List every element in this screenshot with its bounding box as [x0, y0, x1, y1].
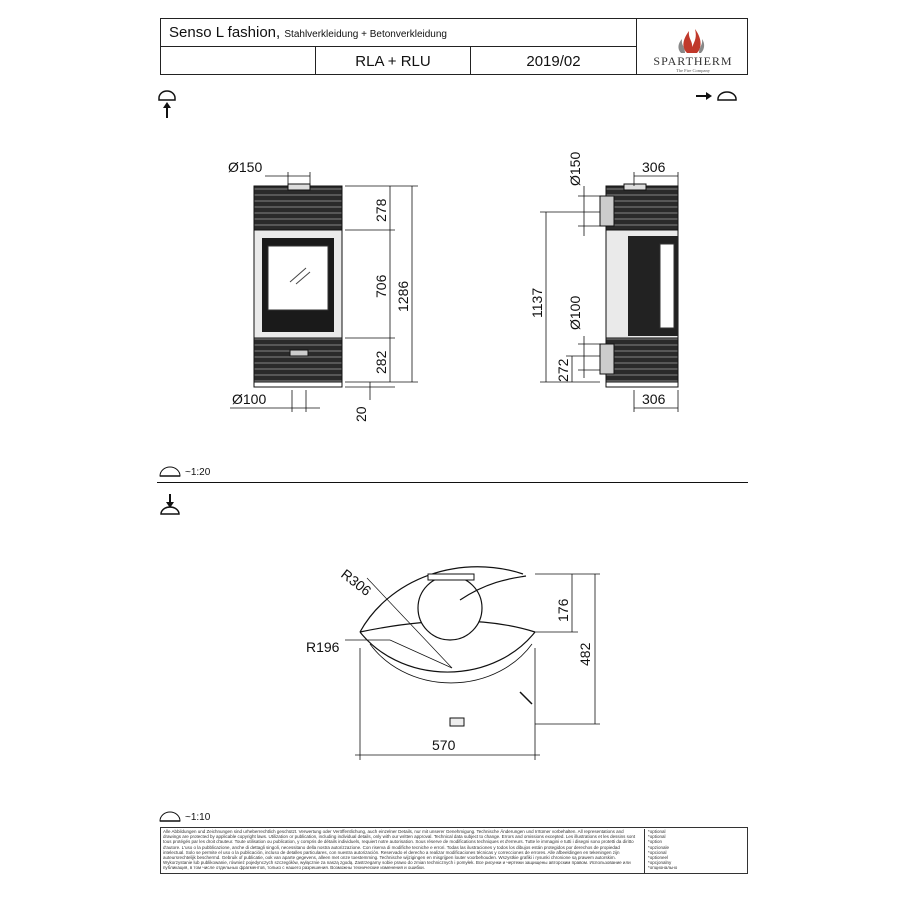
side-depth-top: 306: [642, 159, 666, 175]
front-view: [254, 184, 342, 387]
side-flue-height: 1137: [529, 287, 545, 318]
plan-width: 570: [432, 737, 456, 753]
scale-icon: [158, 464, 182, 478]
product-name: Senso L fashion,: [169, 24, 281, 41]
side-view: [600, 184, 678, 387]
plan-view: [345, 567, 535, 726]
optional-label: *opzionale: [648, 844, 670, 850]
side-air-diameter: Ø100: [567, 295, 583, 330]
scale-label-1: ~1:20: [185, 467, 211, 478]
front-dim-base: 20: [353, 406, 369, 422]
model-code: RLA + RLU: [316, 47, 471, 75]
product-variant: Stahlverkleidung + Betonverkleidung: [284, 29, 447, 40]
front-dim-door: 706: [373, 274, 389, 298]
legal-text: Alle Abbildungen und Zeichnungen sind urheberrechtlich geschützt. Verwertung oder Veröffentlichung, auch einzelner Details, nur mit unserer Genehmigung. Technische Änderungen und Irrtümer vorbehalten. All representations and drawings are protected by applicable copyright laws. Utilization or publication, including individual details, only with our written approval. Technical data subject to change. Errors and omissions excepted. Les illustrations et les dessins sont tous protégés par les droit d'auteur. Toute utilisation ou publication, y compris de détails individuels, requiert notre autorisation. Sous réserve de modifications techniques et d'erreurs. Tutte le immagini e tutti i disegni sono protetti da diritto d'autore. L'uso o la pubblicazione, anche di dettagli singoli, necessitano della nostra autorizzazione. Con riserva di modifiche tecniche e errori. Todas las ilustraciones y todos los dibujos están protegidos por derechos de propiedad intelectual. Solo se permite el uso o la publicación, incluso de detalles particulares, con nuestra autorización. Reservado el derecho a realizar modificaciones técnicas y correcciones de errores. Alle afbeeldingen en tekeningen zijn auteursrechtelijk beschermd. Gebruik of publicatie, ook van aparte gegevens, alleen met onze toestemming. Technische wijzigingen en misgrijpen louter voorbehouden. Wszystkie grafiki i rysunki chronione są prawem autorskim. Wykorzystanie lub publikowanie, również pojedynczych szczegółów, wyłącznie za naszą zgodą. Zastrzegamy sobie prawo do zmian technicznych i pomyłek. Все рисунки и чертежи защищены авторским правом. Использование или публикация, в том числе отдельных фрагментов, только с нашего разрешения. Возможны технические изменения и ошибки.: [163, 829, 636, 871]
scale-icon-2: [158, 809, 182, 823]
optional-label: *optioneel: [648, 855, 669, 861]
optional-label: *опционально: [648, 865, 678, 871]
front-dim-bottom: 282: [373, 350, 389, 374]
optional-label: *opcjonalny: [648, 860, 672, 866]
optional-label: *optional: [648, 834, 666, 840]
plan-total-depth: 482: [577, 642, 593, 666]
section-divider: [157, 482, 748, 483]
plan-depth-offset: 176: [555, 598, 571, 622]
optional-label: *opcional: [648, 849, 667, 855]
front-flue-diameter: Ø150: [228, 159, 263, 175]
side-flue-diameter: Ø150: [567, 151, 583, 186]
front-air-diameter: Ø100: [232, 391, 267, 407]
front-dim-total: 1286: [395, 280, 411, 312]
scale-label-2: ~1:10: [185, 812, 211, 823]
side-depth-bottom: 306: [642, 391, 666, 407]
brand-name: SPARTHERM: [653, 54, 733, 68]
plan-inner-radius: R196: [306, 639, 340, 655]
brand-tagline: The Fire Company: [676, 68, 710, 73]
plan-drawing: [300, 540, 630, 770]
plan-outer-radius: R306: [338, 565, 375, 599]
legal-notice: [160, 827, 748, 874]
optional-label: *optional: [648, 829, 666, 834]
optional-label: *option: [648, 839, 663, 845]
front-dim-top: 278: [373, 198, 389, 222]
side-air-height: 272: [555, 358, 571, 382]
optional-labels: [644, 829, 744, 873]
top-view-icon: [157, 492, 183, 518]
drawing-date: 2019/02: [526, 52, 581, 70]
